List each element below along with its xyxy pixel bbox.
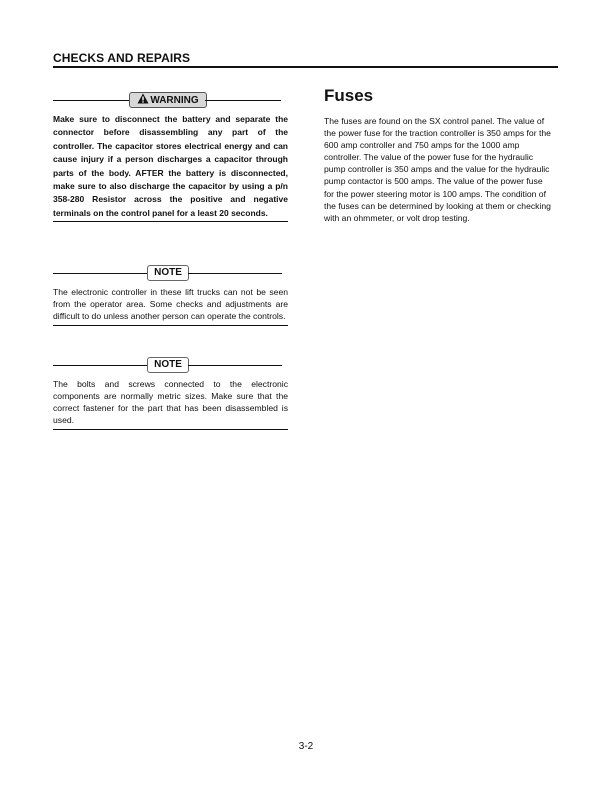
fuses-body-text: The fuses are found on the SX control panel. The value of the power fuse for the traction controller is 350 amps for the 600 amp controller and 750 amps for the 1000 amp controller. The value of the power fuse for the hydraulic pump controller is 350 amps and the value for the hydraulic pump contactor is 500 amps. The value of the power fuse for the power steering motor is 100 amps. The condition of the fuses can be determined by looking at them or checking with an ohmmeter, or volt drop testing. [324, 116, 551, 223]
warning-triangle-icon [137, 93, 149, 104]
note-rule-1 [53, 325, 288, 326]
page-header-title: CHECKS AND REPAIRS [53, 51, 191, 65]
note-label-2: NOTE [147, 357, 189, 373]
fuses-heading: Fuses [324, 86, 374, 105]
header-rule [53, 66, 558, 68]
note-block-1 [53, 265, 288, 326]
note-header-2 [53, 357, 288, 373]
note-text-1: The electronic controller in these lift trucks can not be seen from the operator area. Some checks and adjustments are difficult to do unless another person can operate the controls. [53, 287, 288, 322]
warning-label-text: WARNING [150, 95, 199, 106]
warning-block [53, 92, 288, 222]
warning-text: Make sure to disconnect the battery and separate the connector before disassembling any part of the controller. The capacitor stores electrical energy and can cause injury if a person discharges a capacitor through parts of the body. AFTER the battery is disconnected, make sure to also discharge the capacitor by using a p/n 358-280 Resistor across the positive and negative terminals on the control panel for a least 20 seconds. [53, 114, 288, 218]
page-number: 3-2 [298, 741, 314, 752]
note-label-1: NOTE [147, 265, 189, 281]
warning-line-right [205, 100, 281, 101]
note-line-right-2 [188, 365, 282, 366]
note-line-right-1 [188, 273, 282, 274]
note-rule-2 [53, 429, 288, 430]
warning-label [129, 92, 207, 108]
note-header-1 [53, 265, 288, 281]
warning-rule [53, 221, 288, 222]
note-line-left-1 [53, 273, 147, 274]
note-text-2: The bolts and screws connected to the electronic components are normally metric sizes. Make sure that the correct fastener for the part that has been disassembled is used. [53, 379, 288, 426]
note-block-2 [53, 357, 288, 430]
warning-header [53, 92, 288, 108]
warning-line-left [53, 100, 129, 101]
note-line-left-2 [53, 365, 147, 366]
